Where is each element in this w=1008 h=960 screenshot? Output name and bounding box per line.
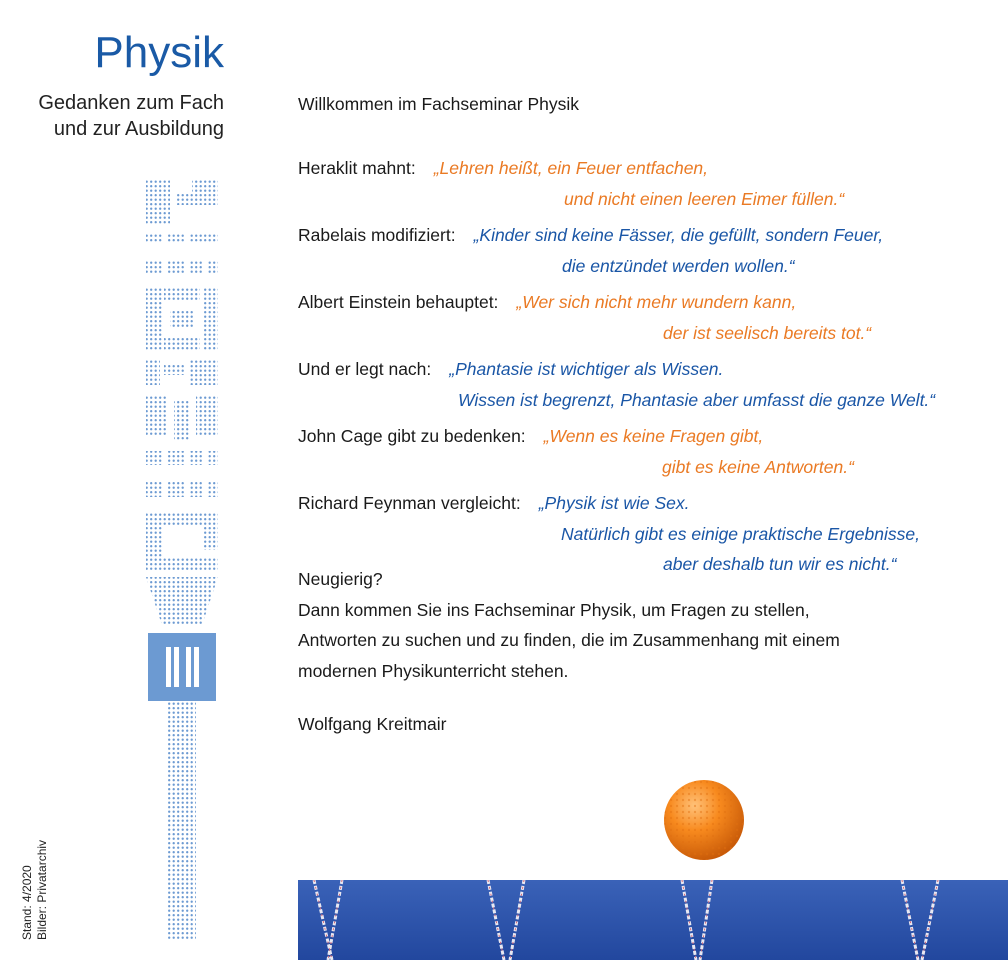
quote-text-line: „Kinder sind keine Fässer, die gefüllt, sondern Feuer, <box>473 225 884 245</box>
invitation-line: Antworten zu suchen und zu finden, die im Zusammenhang mit einem <box>298 630 840 650</box>
invitation-line: modernen Physikunterricht stehen. <box>298 660 569 681</box>
quote-heraklit <box>298 153 988 214</box>
page-title: Physik <box>94 28 224 77</box>
image-credits <box>20 710 50 940</box>
quote-text-line: aber deshalb tun wir es nicht.“ <box>663 554 897 574</box>
quote-speaker: Richard Feynman vergleicht: <box>298 493 521 513</box>
page-subtitle <box>38 90 224 142</box>
quote-text-line: und nicht einen leeren Eimer füllen.“ <box>564 188 845 209</box>
quote-text-line: der ist seelisch bereits tot.“ <box>663 322 872 343</box>
welcome-heading: Willkommen im Fachseminar Physik <box>298 94 580 114</box>
blue-fabric-strip-icon <box>298 880 1008 960</box>
author-signature: Wolfgang Kreitmair <box>298 714 447 734</box>
quote-text-line: Natürlich gibt es einige praktische Ergebnisse, <box>561 523 920 544</box>
quote-einstein <box>298 287 988 348</box>
quote-speaker: Heraklit mahnt: <box>298 158 416 178</box>
quote-text-line: „Wer sich nicht mehr wundern kann, <box>516 292 797 312</box>
subtitle-line-1: Gedanken zum Fach <box>38 92 224 114</box>
quote-list <box>298 153 988 580</box>
quote-speaker: Und er legt nach: <box>298 359 432 379</box>
invitation-line: Dann kommen Sie ins Fachseminar Physik, um Fragen zu stellen, <box>298 599 810 620</box>
orange-golf-ball-icon <box>662 779 746 861</box>
quote-text-line: „Wenn es keine Fragen gibt, <box>543 426 764 446</box>
quote-einstein-2 <box>298 354 988 415</box>
quote-text-line: „Physik ist wie Sex. <box>538 493 690 513</box>
credits-stand: Stand: 4/2020 <box>20 865 34 940</box>
quote-text-line: „Lehren heißt, ein Feuer entfachen, <box>433 158 709 178</box>
quote-text-line: „Phantasie ist wichtiger als Wissen. <box>449 359 724 379</box>
quote-speaker: Albert Einstein behauptet: <box>298 292 499 312</box>
dotted-physik-lettering-icon <box>140 175 225 940</box>
quote-rabelais <box>298 220 988 281</box>
quote-text-line: gibt es keine Antworten.“ <box>662 456 854 477</box>
quote-speaker: Rabelais modifiziert: <box>298 225 456 245</box>
invitation-paragraph <box>298 564 840 686</box>
subtitle-line-2: und zur Ausbildung <box>53 118 224 140</box>
invitation-question: Neugierig? <box>298 569 383 589</box>
credits-bilder: Bilder: Privatarchiv <box>35 839 49 940</box>
quote-text-line: die entzündet werden wollen.“ <box>562 255 795 276</box>
quote-cage <box>298 421 988 482</box>
main-content <box>298 92 988 586</box>
quote-speaker: John Cage gibt zu bedenken: <box>298 426 526 446</box>
quote-text-line: Wissen ist begrenzt, Phantasie aber umfasst die ganze Welt.“ <box>458 389 936 410</box>
